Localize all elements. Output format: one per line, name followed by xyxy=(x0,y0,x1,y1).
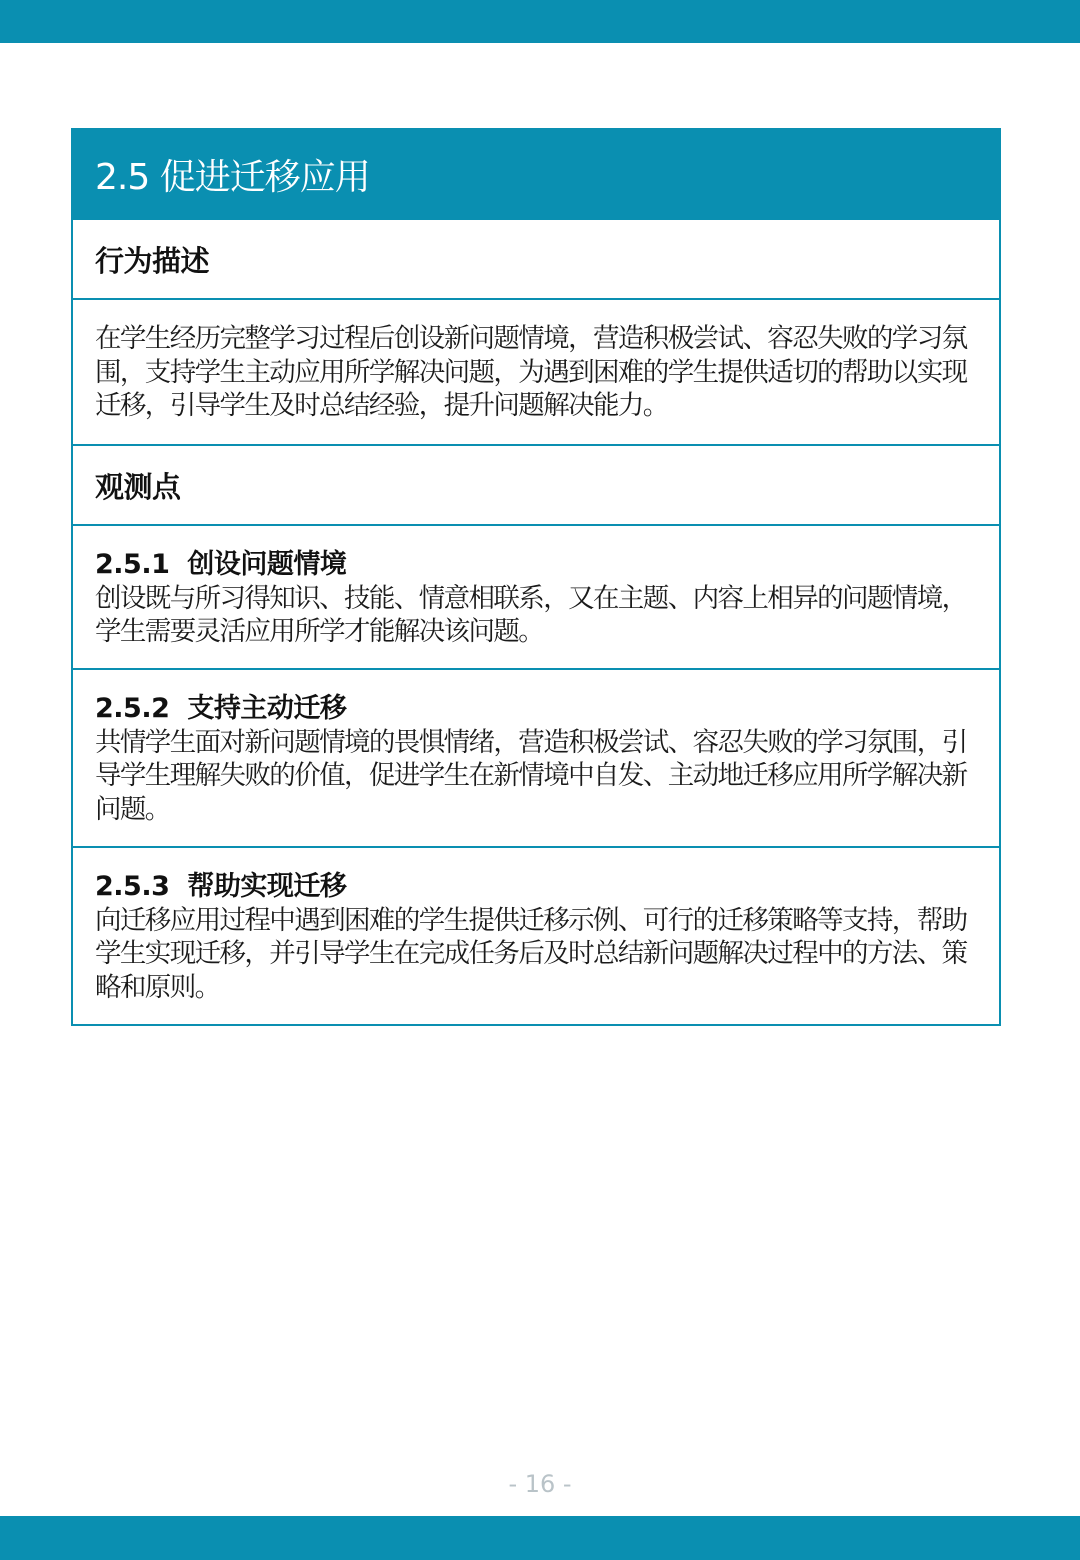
top-accent-band xyxy=(0,0,1080,43)
bottom-accent-band xyxy=(0,1516,1080,1560)
point-heading xyxy=(95,692,969,726)
point-title: 支持主动迁移 xyxy=(187,693,347,724)
point-number: 2.5.3 xyxy=(95,871,170,902)
content-card xyxy=(71,128,1001,1026)
point-number: 2.5.2 xyxy=(95,693,170,724)
observation-point xyxy=(73,524,999,668)
point-text: 向迁移应用过程中遇到困难的学生提供迁移示例、可行的迁移策略等支持，帮助学生实现迁移，并引导学生在完成任务后及时总结新问题解决过程中的方法、策略和原则。 xyxy=(95,904,967,1003)
point-title: 帮助实现迁移 xyxy=(187,871,347,902)
card-header xyxy=(73,130,999,218)
observation-point xyxy=(73,668,999,846)
observation-heading-row xyxy=(73,444,999,524)
card-title: 2.5 促进迁移应用 xyxy=(95,156,370,198)
observation-point xyxy=(73,846,999,1024)
behavior-description: 在学生经历完整学习过程后创设新问题情境，营造积极尝试、容忍失败的学习氛围，支持学生主动应用所学解决问题，为遇到困难的学生提供适切的帮助以实现迁移，引导学生及时总结经验，提升问题解决能力。 xyxy=(95,323,967,421)
observation-label: 观测点 xyxy=(95,469,181,504)
behavior-heading-row xyxy=(73,218,999,298)
behavior-description-row xyxy=(73,298,999,444)
point-text: 共情学生面对新问题情境的畏惧情绪，营造积极尝试、容忍失败的学习氛围，引导学生理解失败的价值，促进学生在新情境中自发、主动地迁移应用所学解决新问题。 xyxy=(95,726,967,825)
point-text: 创设既与所习得知识、技能、情意相联系，又在主题、内容上相异的问题情境，学生需要灵活应用所学才能解决该问题。 xyxy=(95,582,967,647)
page-number: - 16 - xyxy=(508,1470,572,1498)
point-title: 创设问题情境 xyxy=(187,549,347,580)
point-heading xyxy=(95,548,969,582)
behavior-label: 行为描述 xyxy=(95,243,210,278)
point-number: 2.5.1 xyxy=(95,549,170,580)
point-heading xyxy=(95,870,969,904)
